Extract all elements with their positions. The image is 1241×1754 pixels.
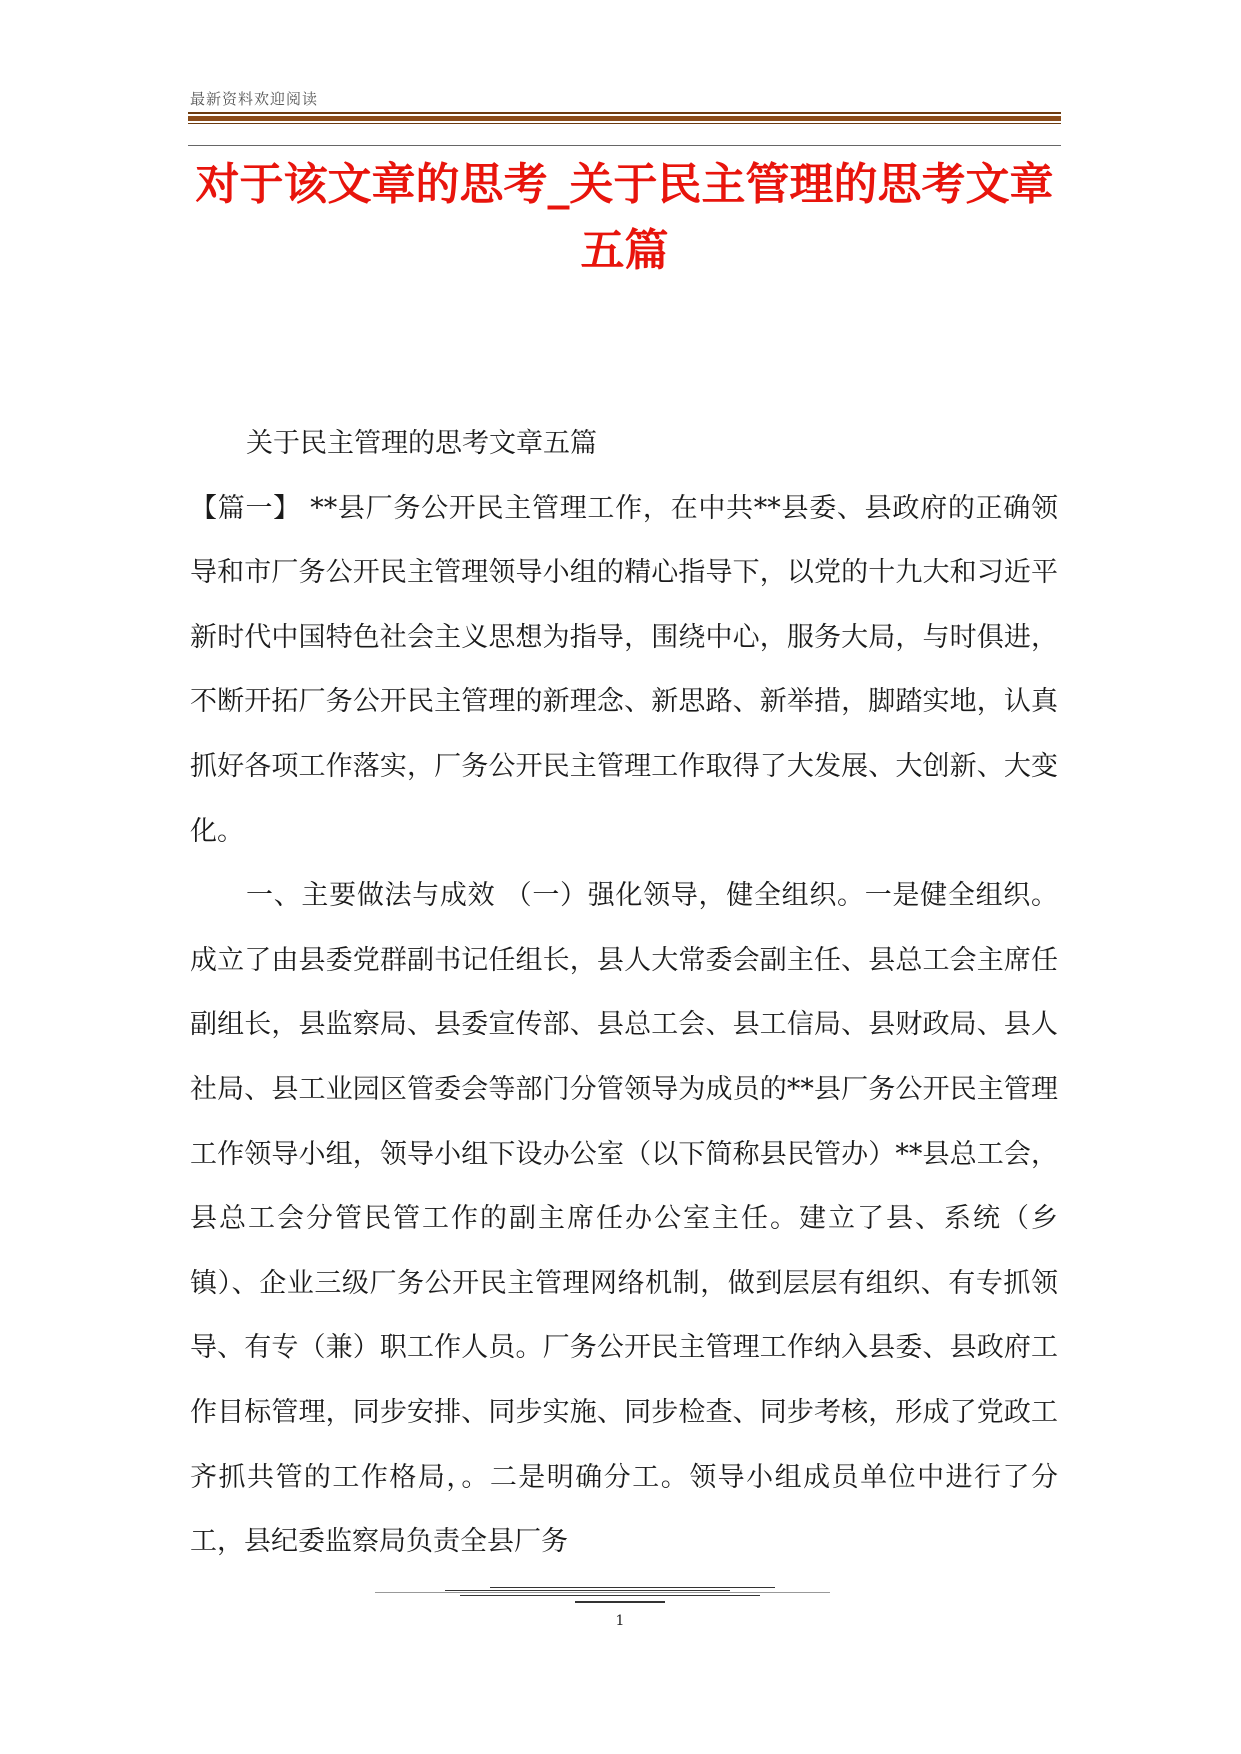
document-title: 对于该文章的思考_关于民主管理的思考文章五篇 (195, 159, 1054, 276)
page-number: 1 (615, 1613, 625, 1629)
header-rule-bottom (188, 123, 1061, 124)
title-top-rule (188, 145, 1061, 146)
header-rule-thick (188, 116, 1061, 121)
page-header-text: 最新资料欢迎阅读 (190, 90, 319, 108)
header-rule (188, 112, 1061, 114)
document-body (190, 412, 1058, 1575)
footer-rules (0, 1570, 1241, 1610)
body-subtitle: 关于民主管理的思考文章五篇 (246, 428, 597, 459)
paragraph-2: 一、主要做法与成效 （一）强化领导，健全组织。一是健全组织。成立了由县委党群副书记任组长，县人大常委会副主任、县总工会主席任副组长，县监察局、县委宣传部、县总工会、县工信局、县财政局、县人社局、县工业园区管委会等部门分管领导为成员的**县厂务公开民主管理工作领导小组，领导小组下设办公室（以下简称县民管办）**县总工会，县总工会分管民管工作的副主席任办公室主任。建立了县、系统（乡镇）、企业三级厂务公开民主管理网络机制，做到层层有组织、有专抓领导、有专（兼）职工作人员。厂务公开民主管理工作纳入县委、县政府工作目标管理，同步安排、同步实施、同步检查、同步考核，形成了党政工齐抓共管的工作格局，。二是明确分工。领导小组成员单位中进行了分工，县纪委监察局负责全县厂务 (190, 880, 1058, 1558)
paragraph-1: 【篇一】 **县厂务公开民主管理工作，在中共**县委、县政府的正确领导和市厂务公开民主管理领导小组的精心指导下，以党的十九大和习近平新时代中国特色社会主义思想为指导，围绕中心，服务大局，与时俱进，不断开拓厂务公开民主管理的新理念、新思路、新举措，脚踏实地，认真抓好各项工作落实，厂务公开民主管理工作取得了大发展、大创新、大变化。 (190, 492, 1058, 847)
